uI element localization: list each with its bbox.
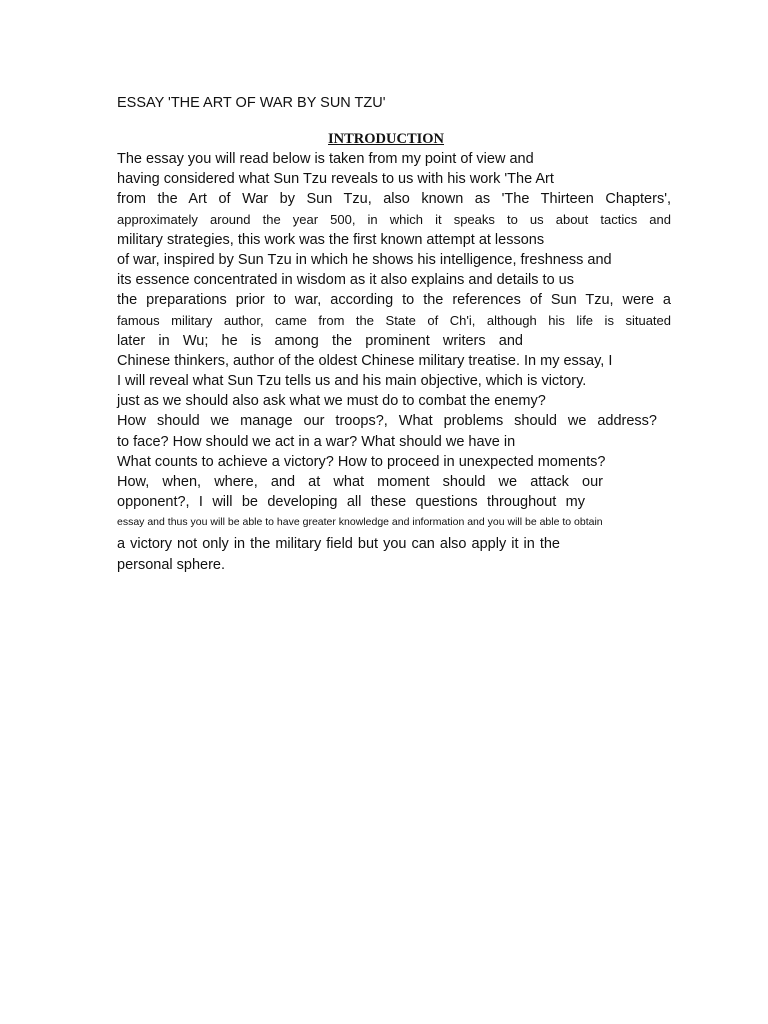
introduction-body [117,149,671,575]
body-line: having considered what Sun Tzu reveals to us with his work 'The Art [117,171,554,188]
body-line: opponent?, I will be developing all these questions throughout my [117,494,585,511]
body-line: What counts to achieve a victory? How to proceed in unexpected moments? [117,453,606,470]
body-line: a victory not only in the military field but you can also apply it in the [117,536,560,553]
section-heading-introduction: INTRODUCTION [328,131,445,147]
body-line: approximately around the year 500, in which it speaks to us about tactics and [117,211,671,227]
body-line: to face? How should we act in a war? What should we have in [117,433,516,450]
essay-title: ESSAY 'THE ART OF WAR BY SUN TZU' [117,95,386,111]
body-line: Chinese thinkers, author of the oldest Chinese military treatise. In my essay, I [117,352,613,369]
body-line: essay and thus you will be able to have greater knowledge and information and you will be able to obtain [117,516,603,529]
body-line: from the Art of War by Sun Tzu, also known as 'The Thirteen Chapters', [117,191,671,208]
body-line: later in Wu; he is among the prominent writers and [117,332,523,349]
body-line: How should we manage our troops?, What problems should we address? [117,413,657,430]
body-line: famous military author, came from the State of Ch'i, although his life is situated [117,312,671,328]
body-line: military strategies, this work was the first known attempt at lessons [117,231,545,248]
body-line: How, when, where, and at what moment should we attack our [117,474,603,490]
body-line: just as we should also ask what we must do to combat the enemy? [117,393,546,410]
body-line: of war, inspired by Sun Tzu in which he shows his intelligence, freshness and [117,251,612,268]
body-line: its essence concentrated in wisdom as it also explains and details to us [117,272,574,289]
body-line: the preparations prior to war, according to the references of Sun Tzu, were a [117,292,671,309]
body-line: personal sphere. [117,556,226,573]
body-line: I will reveal what Sun Tzu tells us and his main objective, which is victory. [117,373,587,390]
body-line: The essay you will read below is taken from my point of view and [117,151,534,167]
